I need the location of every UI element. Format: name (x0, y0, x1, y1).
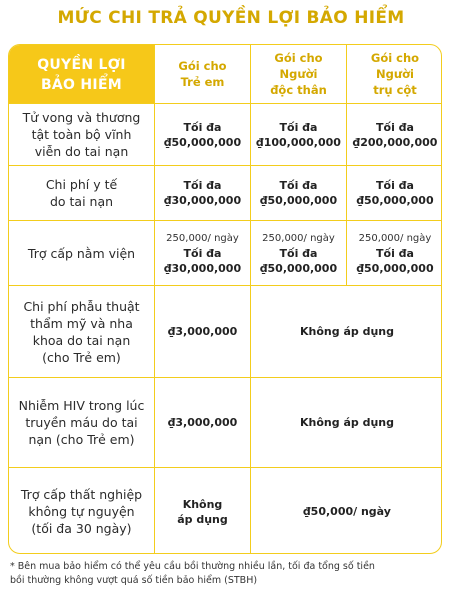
row-label (9, 468, 154, 554)
single-value (250, 166, 346, 220)
label-line: thẩm mỹ và nha (30, 315, 133, 331)
value-line: Tối đa (279, 246, 318, 260)
table-row (9, 165, 442, 220)
merged-value (250, 286, 442, 377)
header-breadwinner-line1: Gói cho (370, 51, 420, 65)
header-breadwinner-package (346, 45, 442, 103)
value-line: Tối đa (376, 179, 414, 192)
label-line: Trợ cấp thất nghiệp (20, 487, 143, 502)
daily-rate: 250,000/ ngày (262, 232, 335, 244)
breadwinner-value (346, 221, 442, 285)
child-value (154, 221, 250, 285)
header-breadwinner-line3: trụ cột (373, 83, 417, 97)
table-row (9, 467, 442, 554)
label-line: không tự nguyện (28, 504, 135, 519)
label-line: Trợ cấp nằm viện (27, 245, 136, 261)
label-line: (cho Trẻ em) (42, 349, 121, 365)
table-row (9, 377, 442, 467)
row-label (9, 221, 154, 285)
label-line: truyền máu do tai (25, 415, 138, 430)
label-line: (tối đa 30 ngày) (31, 521, 132, 536)
header-benefits-line2: BẢO HIỂM (40, 77, 123, 93)
header-single-line2: Người (279, 67, 318, 81)
value-line: Tối đa (183, 246, 222, 260)
value-line: ₫50,000,000 (356, 261, 434, 275)
value-line: Không (182, 497, 223, 511)
value-line: ₫50,000,000 (259, 261, 338, 275)
merged-value (250, 378, 442, 467)
header-benefits (9, 45, 154, 103)
breadwinner-value (346, 166, 442, 220)
header-single-line3: độc thân (270, 83, 327, 97)
header-single-line1: Gói cho (274, 51, 323, 65)
header-child-package (154, 45, 250, 103)
label-line: do tai nạn (49, 194, 114, 209)
footnote-line: * Bên mua bảo hiểm có thể yêu cầu bồi thường nhiều lần, tối đa tổng số tiền (10, 561, 375, 572)
row-label (9, 286, 154, 377)
value-line: áp dụng (177, 512, 228, 526)
header-child-line2: Trẻ em (180, 75, 225, 89)
not-applicable-text: Không áp dụng (300, 325, 394, 338)
label-line: Chi phí y tế (45, 177, 118, 192)
child-value (154, 104, 250, 165)
value-line: ₫50,000,000 (356, 194, 434, 207)
page-title: MỨC CHI TRẢ QUYỀN LỢI BẢO HIỂM (57, 8, 405, 28)
footnote (10, 560, 450, 588)
value-line: ₫200,000,000 (352, 135, 438, 149)
benefits-table (8, 44, 442, 554)
child-value (154, 378, 250, 467)
label-line: khoa do tai nạn (32, 332, 131, 348)
label-line: viễn do tai nạn (34, 144, 129, 159)
child-value (154, 286, 250, 377)
value-line: Tối đa (376, 246, 414, 260)
single-value (250, 104, 346, 165)
label-line: Tử vong và thương (22, 110, 141, 125)
value-line: ₫100,000,000 (256, 135, 341, 149)
value-line: ₫30,000,000 (163, 194, 242, 207)
value-line: ₫50,000,000 (163, 135, 242, 149)
row-label (9, 378, 154, 467)
label-line: tật toàn bộ vĩnh (31, 127, 132, 142)
row-label (9, 166, 154, 220)
label-line: nạn (cho Trẻ em) (28, 432, 135, 447)
daily-allowance-text: ₫50,000/ ngày (303, 505, 391, 518)
table-row (9, 285, 442, 377)
header-child-line1: Gói cho (178, 59, 227, 73)
not-applicable-text: Không áp dụng (300, 416, 394, 429)
value-line: ₫30,000,000 (163, 261, 242, 275)
value-line: ₫50,000,000 (259, 194, 338, 207)
daily-rate: 250,000/ ngày (166, 232, 239, 244)
value-line: Tối đa (279, 120, 318, 134)
child-value (154, 166, 250, 220)
child-value (154, 468, 250, 554)
value-line: Tối đa (279, 179, 318, 192)
value-line: Tối đa (376, 120, 414, 134)
daily-rate: 250,000/ ngày (358, 232, 432, 244)
value-line: ₫3,000,000 (167, 416, 238, 429)
label-line: Chi phí phẫu thuật (23, 298, 140, 314)
label-line: Nhiễm HIV trong lúc (18, 398, 145, 413)
footnote-line: bồi thường không vượt quá số tiền bảo hiểm (STBH) (10, 575, 258, 586)
value-line: Tối đa (183, 120, 222, 134)
breadwinner-value (346, 104, 442, 165)
merged-value (250, 468, 442, 554)
header-benefits-line1: QUYỀN LỢI (37, 57, 126, 73)
table-row (9, 103, 442, 165)
single-value (250, 221, 346, 285)
header-breadwinner-line2: Người (376, 67, 414, 81)
row-label (9, 104, 154, 165)
value-line: ₫3,000,000 (167, 325, 238, 338)
value-line: Tối đa (183, 179, 222, 192)
table-row (9, 220, 442, 285)
header-single-package (250, 45, 346, 103)
